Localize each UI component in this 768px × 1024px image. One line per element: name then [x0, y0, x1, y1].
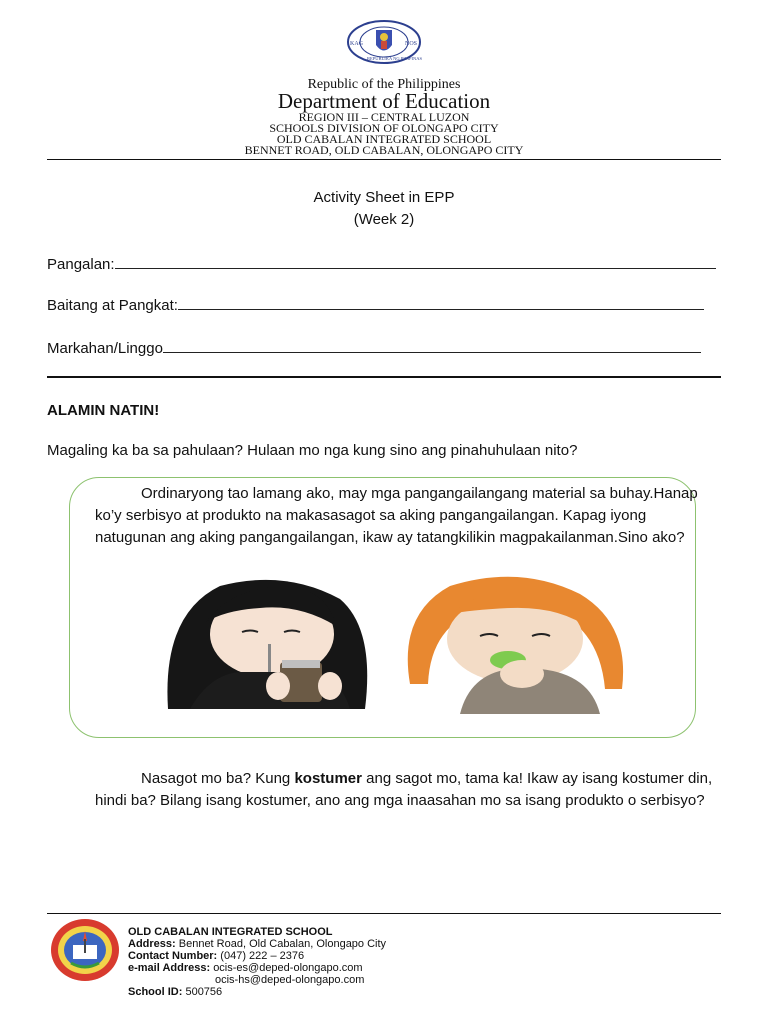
header-division: SCHOOLS DIVISION OF OLONGAPO CITY [269, 121, 499, 135]
footer-address-value: Bennet Road, Old Cabalan, Olongapo City [178, 938, 387, 950]
footer-divider [47, 913, 721, 914]
customers-illustration [160, 574, 665, 714]
answer-part1: Nasagot mo ba? Kung [141, 770, 295, 787]
riddle-text: Ordinaryong tao lamang ako, may mga pangangailangang material sa buhay.Hanap ko’y serbisyo at produkto na makasasagot sa aking pangangailangan. Kapag iyong natugunan ang aking pangangailangan, ikaw ay tatangkilikin magpakailanman.Sino ako? [95, 485, 698, 546]
footer-email-label: e-mail Address: [128, 962, 211, 974]
quarter-week-label: Markahan/Linggo [47, 340, 163, 357]
name-field [47, 254, 716, 273]
section-question: Magaling ka ba sa pahulaan? Hulaan mo nga kung sino ang pinahuhulaan nito? [47, 442, 578, 459]
svg-text:NOS: NOS [405, 41, 418, 47]
footer-contact-label: Contact Number: [128, 950, 218, 962]
school-logo [49, 917, 121, 983]
footer-email-value-1[interactable]: ocis-es@deped-olongapo.com [213, 962, 363, 974]
activity-week: (Week 2) [353, 211, 415, 228]
svg-text:REPUBLIKA NG PILIPINAS: REPUBLIKA NG PILIPINAS [367, 56, 423, 61]
header-school: OLD CABALAN INTEGRATED SCHOOL [276, 132, 492, 146]
svg-text:KAG: KAG [350, 41, 363, 47]
grade-section-label: Baitang at Pangkat: [47, 297, 178, 314]
quarter-week-field [47, 338, 701, 357]
name-line [115, 254, 716, 269]
answer-paragraph [95, 768, 725, 812]
footer-address-label: Address: [128, 938, 176, 950]
footer-address [128, 938, 386, 950]
quarter-week-line [163, 338, 701, 353]
grade-section-field [47, 295, 704, 314]
header-republic: Republic of the Philippines [307, 77, 461, 92]
section-heading: ALAMIN NATIN! [47, 402, 160, 419]
footer-id-label: School ID: [128, 986, 183, 998]
name-label: Pangalan: [47, 256, 115, 273]
header-divider [47, 159, 721, 160]
header-region: REGION III – CENTRAL LUZON [298, 110, 470, 124]
footer-email [128, 962, 363, 974]
footer-id-value: 500756 [185, 986, 223, 998]
footer-contact [128, 950, 304, 962]
girl-orange-hair-icon [408, 577, 623, 714]
girl-black-hair-icon [167, 580, 367, 709]
grade-section-line [178, 295, 704, 310]
footer-school-name: OLD CABALAN INTEGRATED SCHOOL [128, 926, 333, 938]
answer-part2: ang sagot mo, tama ka! Ikaw ay isang kostumer din, hindi ba? Bilang isang kostumer, ano ang mga inaasahan mo sa isang produkto o serbisyo? [95, 770, 713, 809]
fields-divider [47, 376, 721, 378]
header-department: Department of Education [277, 89, 491, 113]
footer-contact-value: (047) 222 – 2376 [220, 950, 305, 962]
footer-school-id [128, 986, 222, 998]
activity-title: Activity Sheet in EPP [313, 189, 455, 206]
deped-seal-logo [345, 20, 423, 64]
header-address: BENNET ROAD, OLD CABALAN, OLONGAPO CITY [244, 143, 524, 157]
footer-email-2[interactable]: ocis-hs@deped-olongapo.com [215, 974, 365, 986]
answer-bold: kostumer [294, 770, 362, 787]
